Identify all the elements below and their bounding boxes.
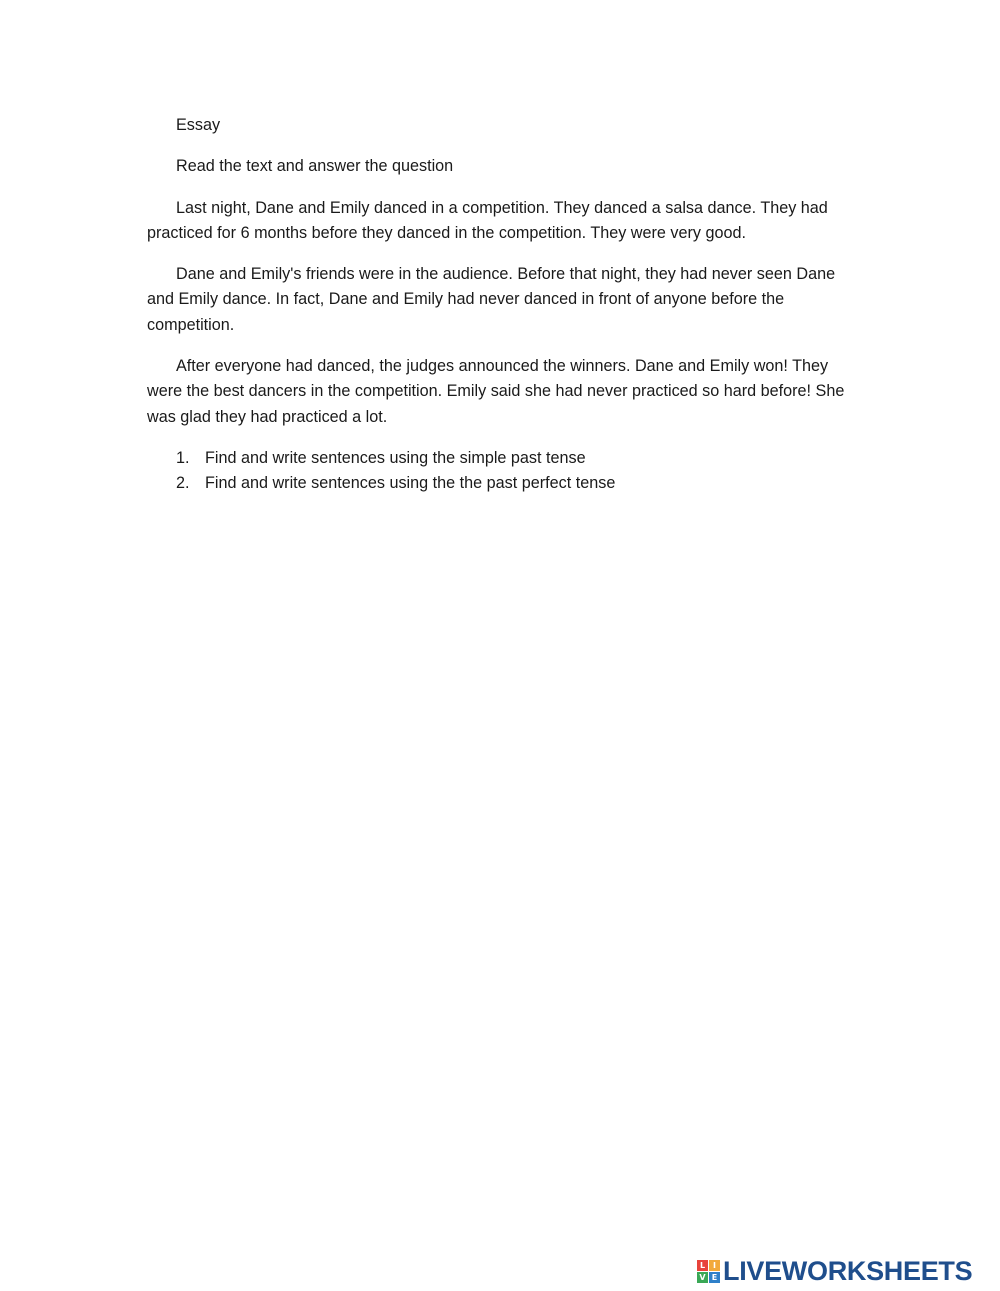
liveworksheets-logo: [697, 1256, 972, 1286]
question-list: [147, 446, 853, 497]
question-number: 1.: [176, 448, 190, 467]
story-paragraph-2: Dane and Emily's friends were in the audience. Before that night, they had never seen Dane and Emily dance. In fact, Dane and Emily had never danced in front of anyone before the competition.: [147, 265, 836, 334]
question-text: Find and write sentences using the simple past tense: [205, 448, 586, 467]
question-text: Find and write sentences using the the past perfect tense: [205, 474, 616, 493]
logo-mark-letter: E: [709, 1272, 720, 1283]
logo-mark-letter: I: [709, 1260, 720, 1271]
story-paragraph-1: Last night, Dane and Emily danced in a competition. They danced a salsa dance. They had practiced for 6 months before they danced in the competition. They were very good.: [147, 198, 828, 242]
logo-mark-letter: V: [697, 1272, 708, 1283]
worksheet-document: [147, 113, 853, 497]
logo-text: LIVEWORKSHEETS: [723, 1256, 973, 1286]
essay-heading: Essay: [176, 116, 221, 134]
logo-mark-letter: L: [697, 1260, 708, 1271]
question-item: [147, 446, 853, 471]
question-number: 2.: [176, 474, 190, 493]
story-paragraph-3: After everyone had danced, the judges announced the winners. Dane and Emily won! They were the best dancers in the competition. Emily said she had never practiced so hard before! She was glad they had practiced a lot.: [147, 357, 845, 426]
instruction-text: Read the text and answer the question: [176, 157, 454, 176]
liveworksheets-logo-icon: [697, 1260, 720, 1283]
question-item: [147, 471, 853, 496]
